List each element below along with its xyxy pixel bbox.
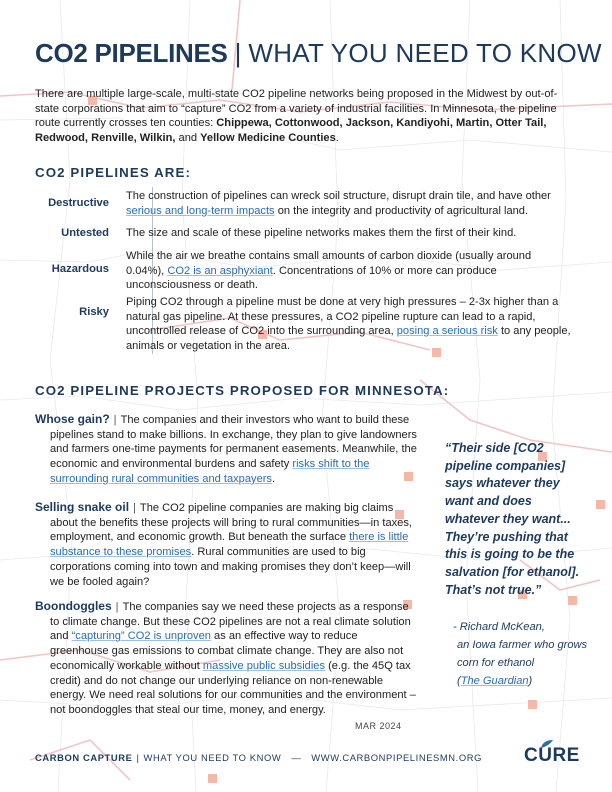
project-text: The companies and their investors who want to build these pipelines stand to make billions. In exchange, they plan to give landowners and farmers one-time payments for permanent easements. Meanwhile, the economic and environmental burdens and safety [50, 414, 417, 471]
intro-counties-a: Chippewa, Cottonwood, Jackson, Kandiyohi, Martin, Otter Tail, Redwood, Renville, Wilkin, [35, 117, 547, 144]
term-destructive: Destructive [48, 197, 109, 209]
intro-text: There are multiple large-scale, multi-state CO2 pipeline networks being proposed in the Midwest by out-of-state corporations that aim to “capture” CO2 from a variety of industrial facilities. In Minnesota, the pipeline route currently crosses ten counties: [35, 88, 558, 130]
link-little-substance[interactable]: there is little substance to these promises [50, 531, 409, 559]
footer-separator: | [136, 752, 140, 763]
pull-quote: “Their side [CO2 pipeline companies] says whatever they want and does whatever they want... They’re pushing that this is going to be the salvation [for ethanol]. That’s not true.” [445, 441, 580, 597]
logo-text: CURE [524, 745, 580, 766]
intro-counties-b: Yellow Medicine Counties [200, 131, 336, 144]
link-serious-risk[interactable]: posing a serious risk [396, 325, 498, 337]
definition-text [126, 189, 571, 218]
link-risks-shift[interactable]: risks shift to the surrounding rural communities and taxpayers [50, 458, 370, 485]
lead-separator: | [113, 414, 117, 426]
footer [35, 752, 482, 763]
project-text: The companies say we need these projects as a response to climate change. But these CO2 pipelines are not a real climate solution and [50, 601, 411, 643]
project-lead-boondoggles: Boondoggles [35, 599, 112, 613]
project-body [35, 599, 417, 718]
definition-text-part: on the integrity and productivity of agricultural land. [274, 204, 529, 217]
project-item [35, 412, 417, 487]
publication-date: MAR 2024 [355, 721, 402, 731]
attribution-name: - Richard McKean, [453, 621, 545, 633]
intro-period: . [335, 131, 339, 144]
project-lead-whose-gain: Whose gain? [35, 412, 110, 426]
definition-text-part: While the air we breathe contains small amounts of carbon dioxide (usually around 0.04%), [126, 250, 532, 277]
definition-text-part: Piping CO2 through a pipeline must be done at very high pressures – 2-3x higher than a natural gas pipeline. At these pressures, a CO2 pipeline rupture can lead to a rapid, uncontrolled release of CO2 into the surrounding area, [126, 296, 559, 337]
link-the-guardian[interactable]: The Guardian [460, 675, 529, 687]
project-body [35, 412, 417, 487]
lead-separator: | [115, 601, 119, 613]
attribution-paren: ( [457, 675, 461, 687]
definition-text [126, 249, 571, 293]
title-light: WHAT YOU NEED TO KNOW [248, 38, 602, 68]
intro-paragraph [35, 87, 580, 145]
definition-text-part: The construction of pipelines can wreck soil structure, disrupt drain tile, and have other [126, 190, 551, 202]
term-untested: Untested [61, 227, 109, 239]
title-bold: CO2 PIPELINES [35, 38, 228, 68]
footer-brand: CARBON CAPTURE [35, 752, 133, 763]
page-title [35, 38, 602, 69]
project-text: . Rural communities are used to big corporations coming into town and making promises they don’t keep—will we be fooled again? [50, 546, 411, 588]
title-separator: | [234, 38, 242, 68]
definition-text-part: . Concentrations of 10% or more can produce unconsciousness or death. [126, 264, 497, 291]
intro-and: and [175, 131, 201, 144]
project-text: as an effective way to reduce greenhouse gas emissions to combat climate change. They are also not economically workable without [50, 630, 404, 672]
lead-separator: | [133, 502, 136, 514]
section-heading-projects: CO2 PIPELINE PROJECTS PROPOSED FOR MINNESOTA: [35, 383, 450, 398]
footer-tagline: WHAT YOU NEED TO KNOW [143, 752, 282, 763]
link-capturing-unproven[interactable]: “capturing” CO2 is unproven [71, 630, 211, 643]
link-asphyxiant[interactable]: CO2 is an asphyxiant [167, 264, 273, 277]
attribution-desc-text: an Iowa farmer who grows corn for ethanol [457, 639, 588, 669]
term-risky: Risky [79, 306, 109, 318]
definition-text [126, 295, 571, 353]
link-public-subsidies[interactable]: massive public subsidies [202, 659, 326, 672]
definition-text-part: to any people, animals or vegetation in the area. [126, 325, 571, 352]
project-text: . [271, 472, 276, 485]
quote-attribution [453, 618, 593, 690]
cure-logo [524, 745, 580, 767]
term-hazardous: Hazardous [51, 263, 109, 275]
project-text: (e.g. the 45Q tax credit) and do not change our underlying reliance on non-renewable energy. We need real solutions for our communities and the environment – not boondoggles that steal our time, money, and energy. [50, 659, 416, 716]
section-heading-pipelines-are: CO2 PIPELINES ARE: [35, 165, 191, 180]
project-text: The CO2 pipeline companies are making big claims about the benefits these projects will bring to rural communities—in taxes, employment, and economic growth. But beneath the surface [50, 502, 412, 544]
project-item [35, 500, 417, 589]
project-lead-snake-oil: Selling snake oil [35, 500, 130, 514]
footer-url[interactable]: WWW.CARBONPIPELINESMN.ORG [311, 752, 483, 763]
attribution-paren: ) [528, 675, 533, 687]
project-body [35, 500, 417, 589]
footer-dash: — [291, 752, 302, 763]
definition-text: The size and scale of these pipeline networks makes them the first of their kind. [126, 227, 517, 239]
link-serious-impacts[interactable]: serious and long-term impacts [126, 204, 275, 217]
logo-leaf-icon [541, 740, 553, 748]
project-item [35, 599, 417, 718]
attribution-description [453, 636, 593, 690]
